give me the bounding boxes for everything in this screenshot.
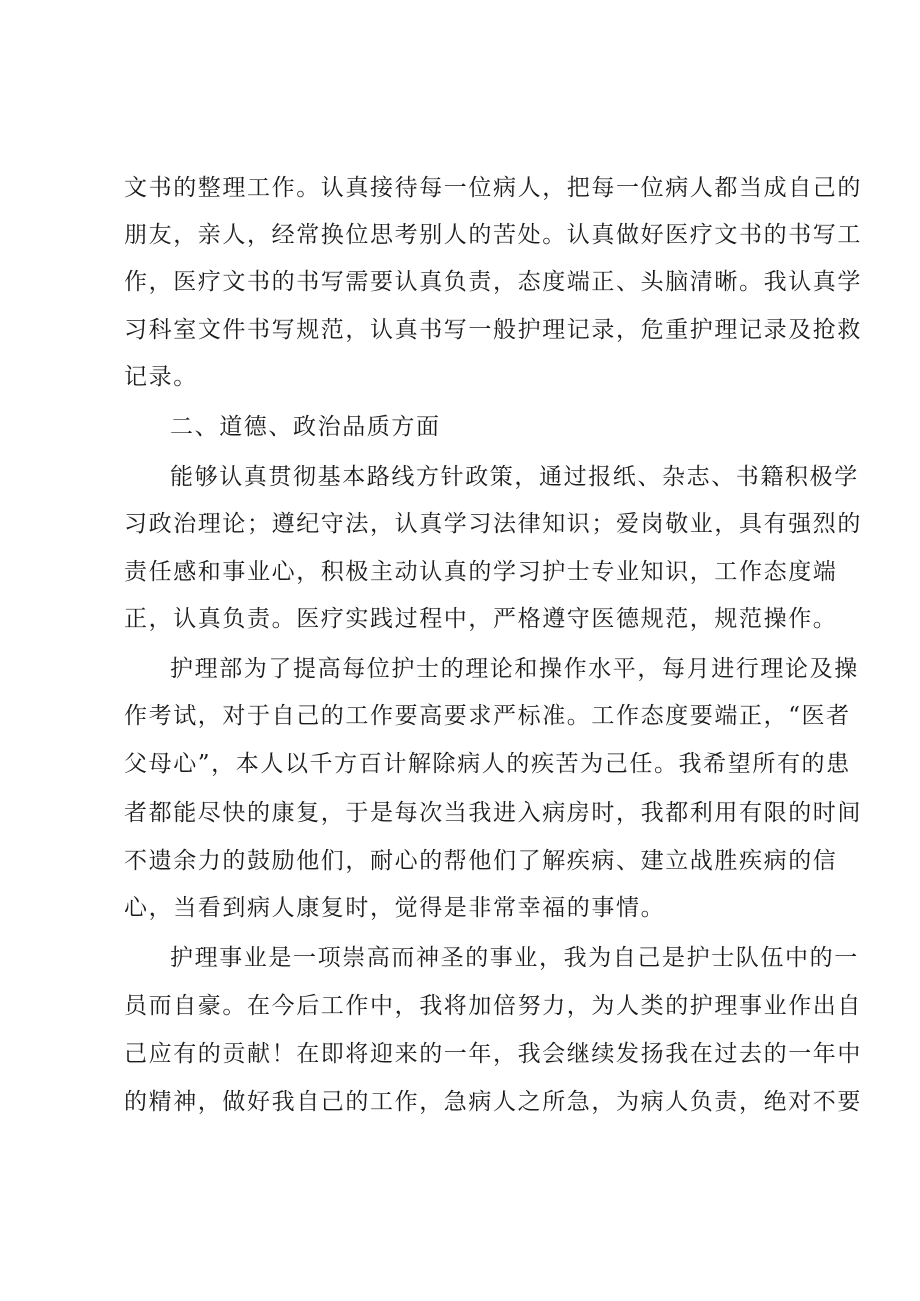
text-line: 作，医疗文书的书写需要认真负责，态度端正、头脑清晰。我认真学 [124, 269, 862, 295]
text-line: 记录。 [124, 364, 198, 390]
text-line: 心，当看到病人康复时，觉得是非常幸福的事情。 [124, 895, 666, 921]
text-line: 员而自豪。在今后工作中，我将加倍努力，为人类的护理事业作出自 [124, 993, 862, 1019]
text-line: 者都能尽快的康复，于是每次当我进入病房时，我都利用有限的时间 [124, 800, 862, 826]
text-line: 习科室文件书写规范，认真书写一般护理记录，危重护理记录及抢救 [124, 317, 862, 343]
text-line: 能够认真贯彻基本路线方针政策，通过报纸、杂志、书籍积极学 [170, 464, 859, 490]
text-line: 己应有的贡献！在即将迎来的一年，我会继续发扬我在过去的一年中 [124, 1041, 862, 1067]
text-line: 文书的整理工作。认真接待每一位病人，把每一位病人都当成自己的 [124, 175, 862, 201]
text-line: 责任感和事业心，积极主动认真的学习护士专业知识，工作态度端 [124, 559, 838, 585]
text-line: 作考试，对于自己的工作要高要求严标准。工作态度要端正，“医者 [124, 703, 851, 729]
text-line: 护理事业是一项崇高而神圣的事业，我为自己是护士队伍中的一 [170, 945, 859, 971]
text-line: 习政治理论；遵纪守法，认真学习法律知识；爱岗敬业，具有强烈的 [124, 511, 862, 537]
text-line: 朋友，亲人，经常换位思考别人的苦处。认真做好医疗文书的书写工 [124, 222, 862, 248]
text-line: 的精神，做好我自己的工作，急病人之所急，为病人负责，绝对不要 [124, 1089, 862, 1115]
text-line: 不遗余力的鼓励他们，耐心的帮他们了解疾病、建立战胜疾病的信 [124, 848, 838, 874]
section-heading: 二、道德、政治品质方面 [170, 414, 441, 440]
text-line: 父母心”，本人以千方百计解除病人的疾苦为己任。我希望所有的患 [124, 751, 851, 777]
text-line: 正，认真负责。医疗实践过程中，严格遵守医德规范，规范操作。 [124, 606, 838, 632]
text-line: 护理部为了提高每位护士的理论和操作水平，每月进行理论及操 [170, 656, 859, 682]
